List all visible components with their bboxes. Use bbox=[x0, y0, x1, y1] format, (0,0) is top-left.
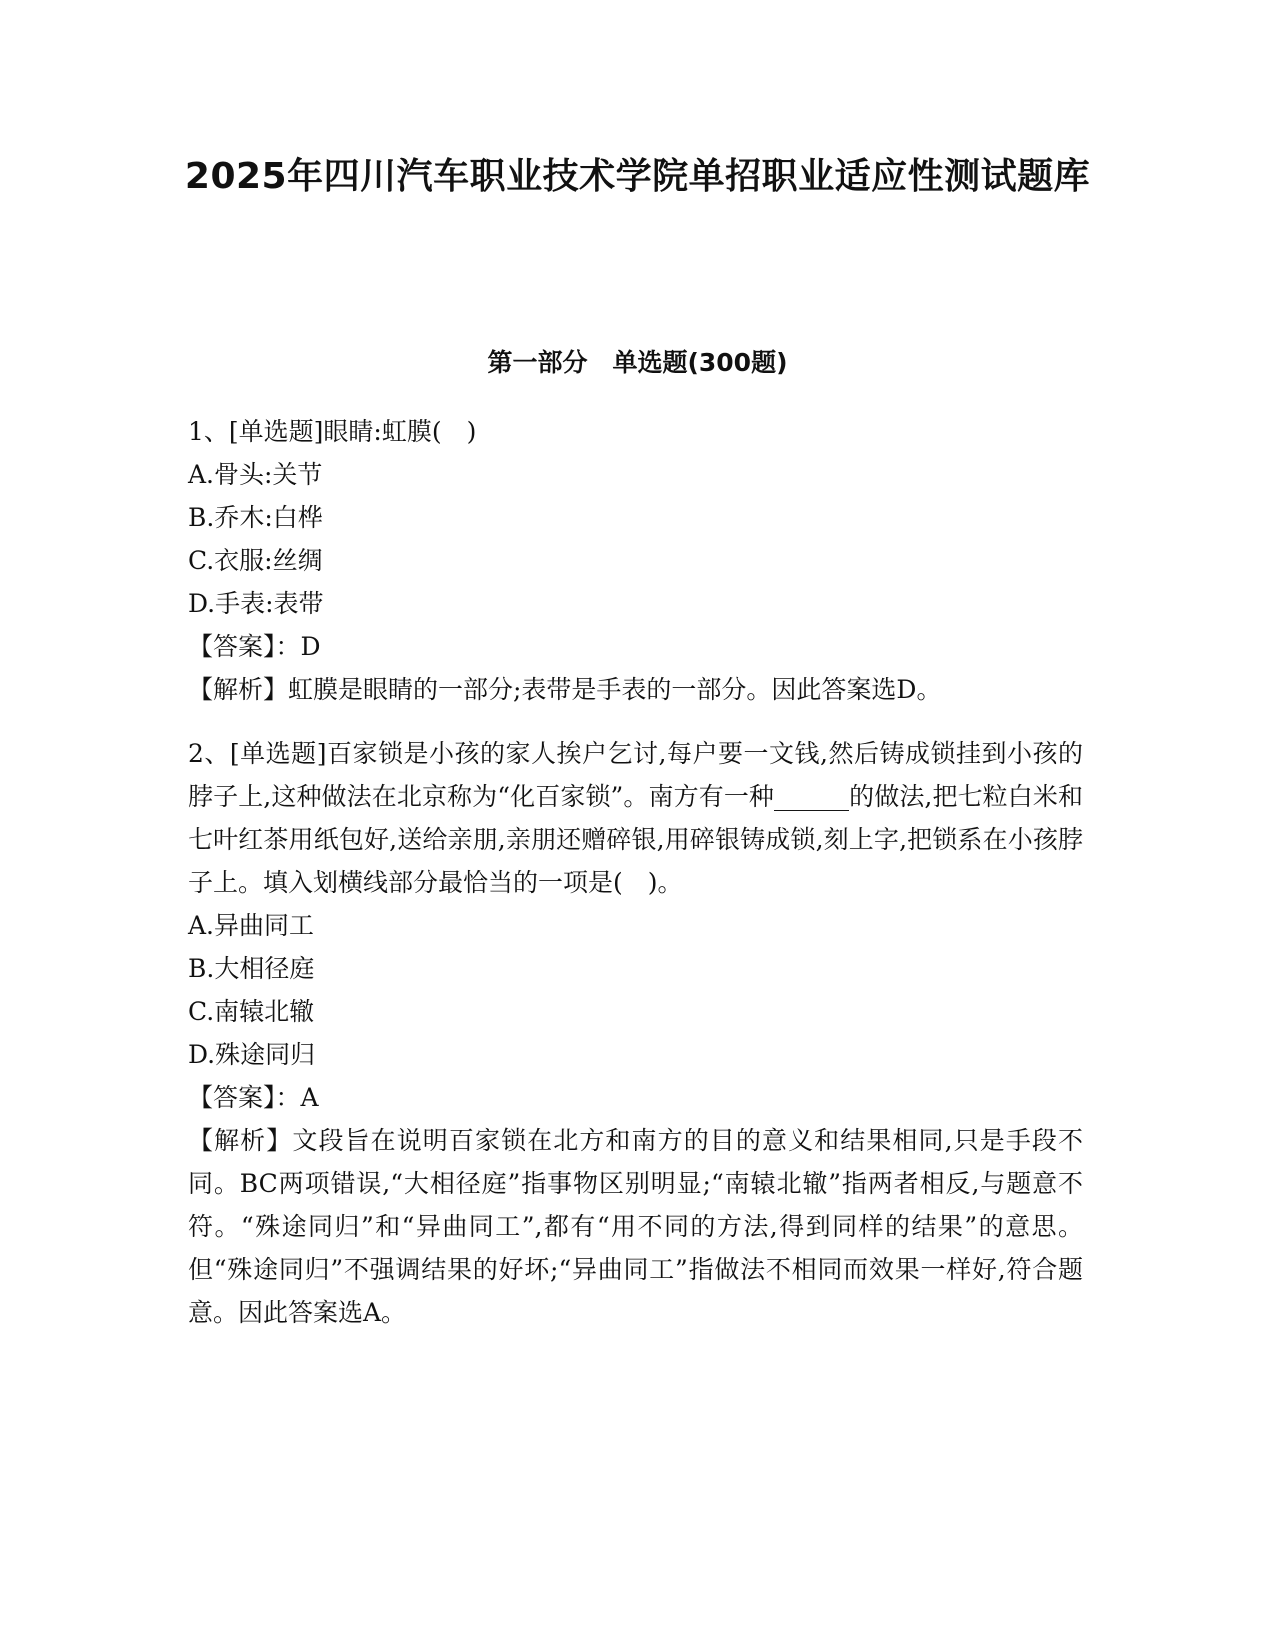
question-stem: 2、[单选题]百家锁是小孩的家人挨户乞讨,每户要一文钱,然后铸成锁挂到小孩的脖子上,这种做法在北京称为“化百家锁”。南方有一种______的做法,把七粒白米和七叶红茶用纸包好,送给亲朋,亲朋还赠碎银,用碎银铸成锁,刻上字,把锁系在小孩脖子上。填入划横线部分最恰当的一项是( )。 bbox=[188, 739, 1083, 897]
question-2 bbox=[188, 732, 1083, 1334]
option-c: C.南辕北辙 bbox=[188, 997, 315, 1026]
answer-line: 【答案】：D bbox=[188, 632, 321, 661]
question-1 bbox=[188, 410, 1083, 711]
option-d: D.殊途同归 bbox=[188, 1040, 316, 1069]
document-title: 2025年四川汽车职业技术学院单招职业适应性测试题库 bbox=[184, 156, 1091, 197]
analysis-paragraph: 【解析】文段旨在说明百家锁在北方和南方的目的意义和结果相同,只是手段不同。BC两项错误,“大相径庭”指事物区别明显;“南辕北辙”指两者相反,与题意不符。“殊途同归”和“异曲同工”,都有“用不同的方法,得到同样的结果”的意思。但“殊途同归”不强调结果的好坏;“异曲同工”指做法不相同而效果一样好,符合题意。因此答案选A。 bbox=[188, 1126, 1083, 1327]
analysis-paragraph: 【解析】虹膜是眼睛的一部分;表带是手表的一部分。因此答案选D。 bbox=[188, 675, 942, 704]
option-b: B.乔木:白桦 bbox=[188, 503, 323, 532]
option-a: A.异曲同工 bbox=[188, 911, 315, 940]
option-c: C.衣服:丝绸 bbox=[188, 546, 323, 575]
answer-line: 【答案】：A bbox=[188, 1083, 319, 1112]
option-b: B.大相径庭 bbox=[188, 954, 315, 983]
option-d: D.手表:表带 bbox=[188, 589, 324, 618]
question-stem: 1、[单选题]眼睛:虹膜( ) bbox=[188, 417, 477, 446]
section-heading: 第一部分 单选题(300题) bbox=[487, 348, 788, 377]
option-a: A.骨头:关节 bbox=[188, 460, 323, 489]
